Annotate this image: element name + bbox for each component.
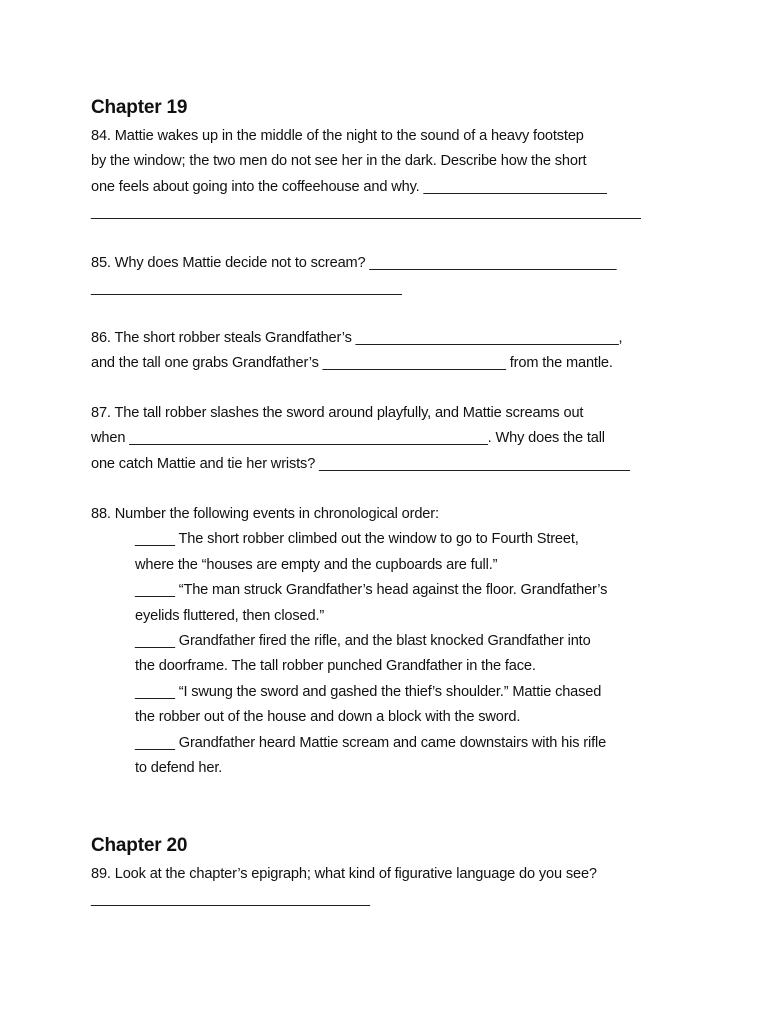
event-item — [91, 680, 691, 731]
event-item-line: _____ “The man struck Grandfather’s head against the floor. Grandfather’s — [135, 582, 608, 599]
question-84-line: by the window; the two men do not see her in the dark. Describe how the short — [91, 153, 587, 170]
event-item-line: _____ The short robber climbed out the window to go to Fourth Street, — [135, 531, 579, 548]
question-89 — [91, 862, 691, 913]
question-85-answer-line: _______________________________________ — [91, 280, 402, 297]
chapter-20-heading: Chapter 20 — [91, 835, 188, 856]
question-85 — [91, 251, 691, 302]
question-89-text — [91, 862, 691, 913]
event-item — [91, 629, 691, 680]
question-84-answer-line: _____________________________________________________________________ — [91, 204, 641, 221]
question-86 — [91, 326, 691, 377]
question-88-prompt: 88. Number the following events in chronological order: — [91, 506, 439, 522]
event-item-line: where the “houses are empty and the cupboards are full.” — [135, 556, 498, 573]
event-item-line: _____ Grandfather heard Mattie scream and came downstairs with his rifle — [135, 734, 607, 751]
question-84 — [91, 124, 691, 226]
event-item-line: to defend her. — [135, 760, 223, 777]
question-87-line: one catch Mattie and tie her wrists? _______________________________________ — [91, 455, 630, 472]
question-88 — [91, 502, 691, 781]
question-87-line: when _____________________________________________. Why does the tall — [91, 430, 605, 447]
question-84-text — [91, 124, 691, 226]
question-84-line: 84. Mattie wakes up in the middle of the night to the sound of a heavy footstep — [91, 128, 584, 144]
event-item-line: _____ “I swung the sword and gashed the thief’s shoulder.” Mattie chased — [135, 683, 602, 700]
event-item-line: the doorframe. The tall robber punched Grandfather in the face. — [135, 658, 536, 675]
event-item-line: the robber out of the house and down a block with the sword. — [135, 709, 521, 726]
question-87-line: 87. The tall robber slashes the sword around playfully, and Mattie screams out — [91, 405, 584, 421]
question-86-text — [91, 326, 691, 377]
event-item — [91, 731, 691, 782]
chapter-20-heading-block — [91, 832, 691, 860]
question-85-line: 85. Why does Mattie decide not to scream? _______________________________ — [91, 255, 617, 271]
question-84-line: one feels about going into the coffeehouse and why. _______________________ — [91, 178, 607, 195]
event-item — [91, 578, 691, 629]
chapter-19-heading-block — [91, 94, 691, 122]
question-85-text — [91, 251, 691, 302]
event-item — [91, 527, 691, 578]
event-item-line: _____ Grandfather fired the rifle, and the blast knocked Grandfather into — [135, 633, 591, 650]
question-89-answer-line: ___________________________________ — [91, 891, 370, 908]
question-87 — [91, 401, 691, 477]
chapter-19-heading: Chapter 19 — [91, 97, 188, 118]
question-87-text — [91, 401, 691, 477]
question-86-line: and the tall one grabs Grandfather’s _______________________ from the mantle. — [91, 355, 613, 372]
question-86-line: 86. The short robber steals Grandfather’s _________________________________, — [91, 330, 623, 346]
question-89-line: 89. Look at the chapter’s epigraph; what kind of figurative language do you see? — [91, 866, 597, 882]
event-item-line: eyelids fluttered, then closed.” — [135, 607, 325, 624]
